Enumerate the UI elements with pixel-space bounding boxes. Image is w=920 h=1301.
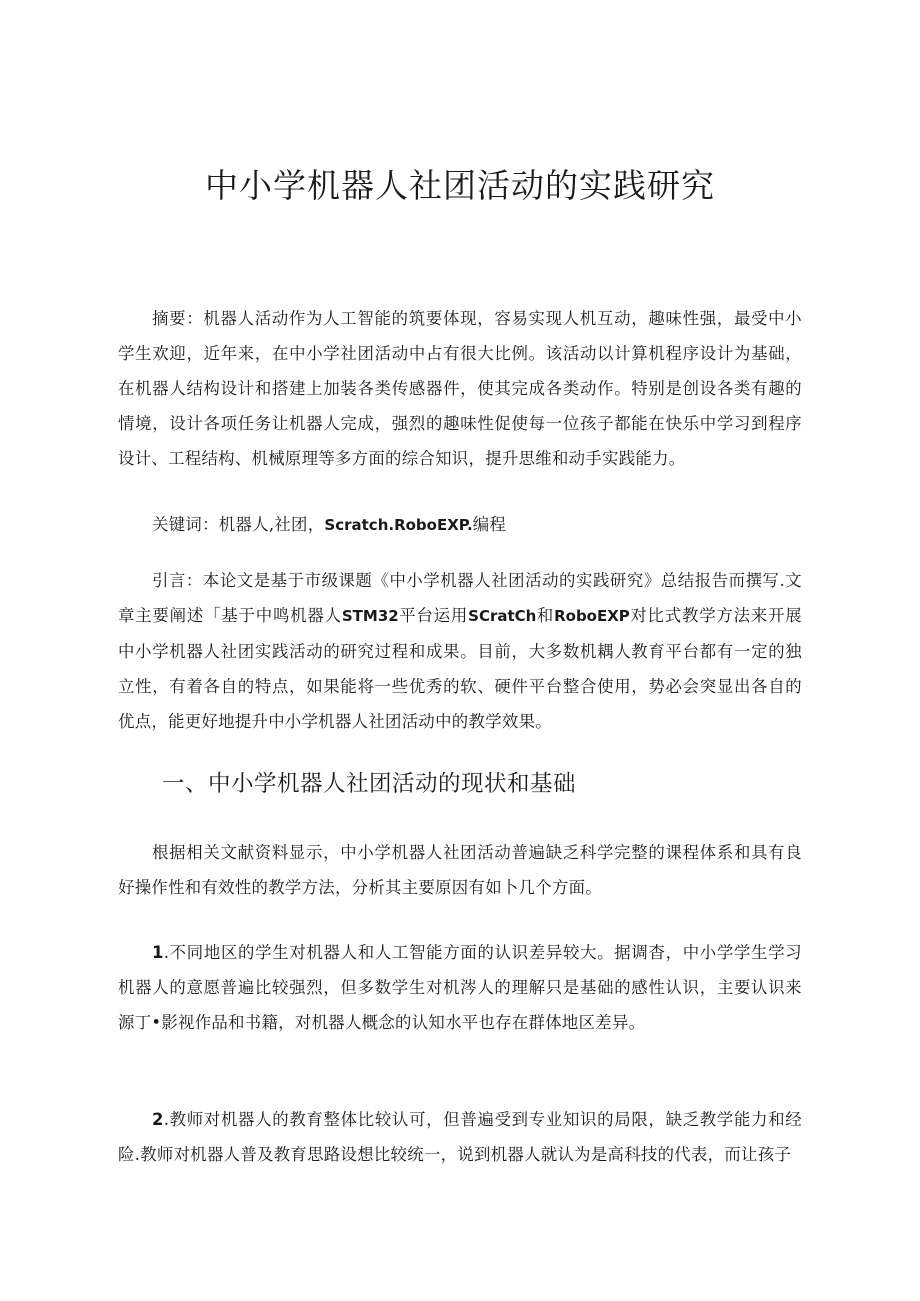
intro-bold-roboexp: RoboEXP [554, 607, 630, 625]
list-item-1 [118, 935, 802, 1040]
intro-paragraph [118, 563, 802, 739]
list-item-2 [118, 1102, 802, 1172]
keywords-prefix: 关键词：机器人,社团， [152, 515, 325, 534]
intro-text-2: 平台运用 [398, 606, 469, 625]
abstract-paragraph: 摘要：机器人活动作为人工智能的筑要体现，容易实现人机互动，趣味性强，最受中小学生欢迎，近年来，在中小学社团活动中占有很大比例。该活动以计算机程序设计为基础，在机器人结构设计和搭建上加装各类传感器件，使其完成各类动作。特别是创设各类有趣的情境，设计各项任务让机器人完成，强烈的趣味性促使每一位孩子都能在快乐中学习到程序设计、工程结构、机械原理等多方面的综合知识，提升思维和动手实践能力。 [118, 309, 802, 468]
list-item-1-number: 1 [152, 943, 164, 962]
list-item-2-number: 2 [152, 1110, 164, 1129]
intro-text-1: 引言：本论文是基于市级课题《中小学机器人社团活动的实践研究》总结报告而撰写.文章主要阐述「基于中鸣机器人 [118, 571, 802, 625]
list-item-2-text: .教师对机器人的教育整体比较认可，但普遍受到专业知识的局限，缺乏教学能力和经险.教师对机器人普及教育思路设想比较统一，说到机器人就认为是高科技的代表，而让孩子 [118, 1110, 802, 1164]
intro-text-3: 和 [536, 606, 555, 625]
intro-bold-scratch: SCratCh [468, 607, 537, 625]
list-item-1-text: .不同地区的学生对机器人和人工智能方面的认识差异较大。据调杳，中小学学生学习机器人的意愿普遍比较强烈，但多数学生对机涔人的理解只是基础的感性认识，主要认识来源丁•影视作品和书籍，对机器人概念的认知水平也存在群体地区差异。 [118, 943, 802, 1032]
keywords-suffix: 编程 [472, 515, 507, 534]
intro-text-4: 对比式教学方法来开展中小学机器人社团实践活动的研究过程和成果。目前，大多数机耦人教育平台都有一定的独立性，有着各自的特点，如果能将一些优秀的软、硬件平台整合使用，势必会突显出各自的优点，能更好地提升中小学机器人社团活动中的教学效果。 [118, 606, 802, 731]
keywords-line [118, 507, 802, 543]
keywords-bold: Scratch.RoboEXP. [324, 516, 473, 534]
section-heading-1: 一、中小学机器人社团活动的现状和基础 [162, 771, 577, 797]
section1-paragraph: 根据相关文献资料显示，中小学机器人社团活动普遍缺乏科学完整的课程体系和具有良好操作性和有效性的教学方法，分析其主要原因有如卜几个方面。 [118, 843, 802, 897]
document-title: 中小学机器人社团活动的实践研究 [205, 166, 715, 205]
intro-bold-stm32: STM32 [341, 607, 399, 625]
